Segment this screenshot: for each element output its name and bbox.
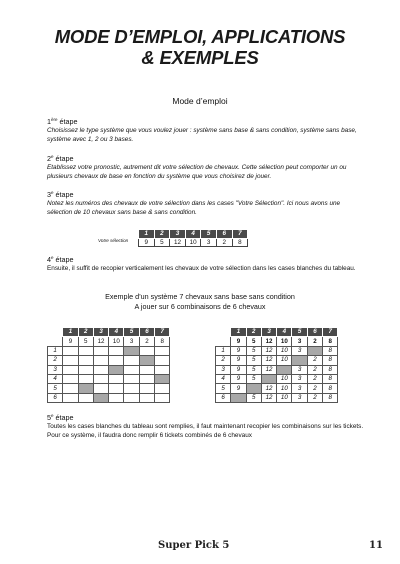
grid-cell-shaded [93,393,108,402]
grid-cell-empty [93,384,108,393]
grid-cell: 12 [261,393,276,402]
grid-cell-empty [78,346,93,355]
grid-cell: 10 [277,393,292,402]
grid-row-label: 3 [216,365,231,374]
selection-header-cell: 3 [170,230,186,239]
grid-row [216,374,338,383]
grid-row-label: 1 [216,346,231,355]
grid-cell: 9 [231,346,246,355]
grid-cell-empty [155,384,170,393]
step-3-label: 3e étape [47,190,74,199]
grid-row-label: 2 [48,356,63,365]
selection-value-cell: 8 [232,238,248,247]
grid-cell: 9 [231,384,246,393]
grid-cell: 10 [277,356,292,365]
step-5-text: Toutes les cases blanches du tableau sont remplies, il faut maintenant recopier les combinaisons sur les tickets. Pour ce système, il faudra donc remplir 6 tickets combinés de 6 chevaux [47,423,364,439]
grid-cell-shaded [109,365,124,374]
grid-row [48,365,170,374]
grid-cell-empty [109,356,124,365]
grid-cell: 10 [277,384,292,393]
page-title-line1: MODE D’EMPLOI, APPLICATIONS [54,26,346,47]
page-title-line2: & EXEMPLES [141,47,259,68]
grid-cell: 2 [307,365,322,374]
grid-value-cell: 3 [124,337,139,346]
grid-corner-cell [216,337,231,346]
grid-header-cell: 2 [78,328,93,337]
grid-cell: 8 [323,365,338,374]
grid-cell: 8 [323,393,338,402]
grid-cell: 8 [323,346,338,355]
grid-corner-cell [216,328,231,337]
grid-header-cell: 5 [292,328,307,337]
grid-value-cell: 12 [93,337,108,346]
grid-cell-empty [139,374,154,383]
grid-cell: 10 [277,374,292,383]
grid-cell: 9 [231,365,246,374]
step-4-label: 4e étape [47,255,74,264]
grid-cell: 5 [246,356,261,365]
grid-cell: 5 [246,346,261,355]
grid-cell-shaded [139,356,154,365]
grid-header-cell: 6 [139,328,154,337]
grid-cell-empty [109,393,124,402]
grid-row-label: 1 [48,346,63,355]
selection-value-cell: 12 [170,238,186,247]
example-line-2: A jouer sur 6 combinaisons de 6 chevaux [134,302,266,311]
selection-header-cell: 6 [216,230,232,239]
selection-header-cell: 7 [232,230,248,239]
grid-cell-empty [109,384,124,393]
grid-row [48,393,170,402]
grid-cell-empty [63,374,78,383]
grid-cell-shaded [231,393,246,402]
grid-value-cell: 10 [277,337,292,346]
grid-cell-shaded [246,384,261,393]
grid-cell: 9 [231,374,246,383]
grid-header-cell: 2 [246,328,261,337]
grid-cell: 12 [261,346,276,355]
grid-header-cell: 7 [155,328,170,337]
grid-cell-empty [124,374,139,383]
grid-row [48,384,170,393]
grid-cell-empty [124,356,139,365]
grid-cell: 12 [261,365,276,374]
grid-value-cell: 9 [63,337,78,346]
grid-cell: 10 [277,346,292,355]
grid-cell-empty [139,384,154,393]
grid-cell-empty [78,356,93,365]
grid-cell-empty [155,365,170,374]
grid-header-cell: 4 [109,328,124,337]
grid-cell-empty [78,365,93,374]
grid-cell-shaded [155,374,170,383]
grid-cell: 3 [292,393,307,402]
grid-cell: 2 [307,384,322,393]
grid-cell-empty [93,374,108,383]
example-line-1: Exemple d’un système 7 chevaux sans base sans condition [105,292,295,301]
grid-cell-shaded [124,346,139,355]
grid-corner-cell [48,328,63,337]
grid-cell-empty [124,393,139,402]
grid-row [216,384,338,393]
grid-value-cell: 2 [139,337,154,346]
selection-header-cell: 1 [139,230,155,239]
step-3-text: Notez les numéros des chevaux de votre sélection dans les cases "Votre Sélection". Ici nous avons une sélection de 10 chevaux sans base & sans condition. [47,200,341,216]
grid-cell-empty [139,365,154,374]
grid-row-label: 5 [216,384,231,393]
section-title: Mode d’emploi [172,96,228,106]
grid-cell-empty [78,393,93,402]
grid-cell-empty [109,346,124,355]
grid-value-cell: 10 [109,337,124,346]
selection-value-cell: 5 [154,238,170,247]
grid-header-cell: 1 [63,328,78,337]
grid-cell-empty [155,346,170,355]
grid-cell-empty [139,393,154,402]
grid-cell: 12 [261,356,276,365]
selection-label: Votre sélection [98,238,129,243]
grid-value-cell: 2 [307,337,322,346]
grid-cell: 2 [307,374,322,383]
grid-value-cell: 3 [292,337,307,346]
selection-value-cell: 9 [139,238,155,247]
grid-cell: 3 [292,365,307,374]
grid-cell: 9 [231,356,246,365]
blank-grid-table [47,327,170,403]
grid-value-cell: 5 [246,337,261,346]
grid-cell: 8 [323,356,338,365]
grid-value-cell: 8 [155,337,170,346]
selection-header-cell: 4 [185,230,201,239]
grid-row [216,356,338,365]
step-1-text: Choisissez le type système que vous voulez jouer : système sans base & sans condition, système sans base, système avec 1, 2 ou 3 bases. [47,127,357,143]
grid-cell-shaded [292,356,307,365]
selection-value-cell: 10 [185,238,201,247]
grid-header-row [216,328,338,337]
grid-header-cell: 3 [93,328,108,337]
grid-row [48,356,170,365]
selection-table [138,229,248,247]
step-5-label: 5e étape [47,413,74,422]
grid-row-label: 5 [48,384,63,393]
grid-cell-empty [63,356,78,365]
grid-cell-empty [63,384,78,393]
page-number: 11 [369,540,383,551]
grid-row-label: 6 [216,393,231,402]
grid-cell-empty [155,356,170,365]
grid-value-cell: 5 [78,337,93,346]
grid-row [48,346,170,355]
grid-cell-empty [124,365,139,374]
grid-cell-shaded [78,384,93,393]
grid-row-label: 3 [48,365,63,374]
grid-cell-shaded [261,374,276,383]
grid-values-row [48,337,170,346]
grid-row [48,374,170,383]
grid-header-cell: 7 [323,328,338,337]
grid-values-row [216,337,338,346]
grid-cell: 8 [323,384,338,393]
grid-cell: 2 [307,393,322,402]
grid-cell-empty [93,365,108,374]
grid-header-cell: 4 [277,328,292,337]
grid-value-cell: 12 [261,337,276,346]
grid-cell: 5 [246,374,261,383]
grid-cell-empty [155,393,170,402]
grid-row-label: 4 [48,374,63,383]
grid-row [216,346,338,355]
grid-header-cell: 1 [231,328,246,337]
grid-row [216,365,338,374]
selection-header-cell: 2 [154,230,170,239]
grid-cell: 3 [292,346,307,355]
footer-title: Super Pick 5 [158,540,230,551]
step-2-label: 2e étape [47,154,74,163]
grid-cell-empty [63,346,78,355]
grid-cell-empty [124,384,139,393]
grid-cell: 5 [246,393,261,402]
filled-grid-table [215,327,338,403]
grid-cell-empty [93,356,108,365]
grid-row-label: 4 [216,374,231,383]
grid-cell: 2 [307,356,322,365]
grid-cell-empty [63,365,78,374]
grid-header-cell: 5 [124,328,139,337]
grid-cell: 3 [292,384,307,393]
grid-value-cell: 8 [323,337,338,346]
grid-cell: 8 [323,374,338,383]
grid-value-cell: 9 [231,337,246,346]
grid-cell: 3 [292,374,307,383]
grid-cell-empty [109,374,124,383]
selection-value-cell: 2 [216,238,232,247]
selection-header-cell: 5 [201,230,217,239]
grid-cell-empty [93,346,108,355]
grid-row-label: 2 [216,356,231,365]
grid-cell-empty [78,374,93,383]
grid-header-cell: 3 [261,328,276,337]
grid-header-row [48,328,170,337]
grid-cell: 5 [246,365,261,374]
step-1-label: 1ère étape [47,117,78,126]
grid-cell-shaded [277,365,292,374]
grid-cell-shaded [307,346,322,355]
grid-row [216,393,338,402]
grid-cell: 12 [261,384,276,393]
grid-row-label: 6 [48,393,63,402]
grid-cell-empty [63,393,78,402]
grid-cell-empty [139,346,154,355]
step-2-text: Etablissez votre pronostic, autrement dit votre sélection de chevaux. Cette sélection peut comporter un ou plusieurs chevaux de base en fonction du système que vous choisirez de jouer. [47,164,347,180]
grid-header-cell: 6 [307,328,322,337]
step-4-text: Ensuite, il suffit de recopier verticalement les chevaux de votre sélection dans les cases blanches du tableau. [47,265,356,272]
selection-value-cell: 3 [201,238,217,247]
grid-corner-cell [48,337,63,346]
